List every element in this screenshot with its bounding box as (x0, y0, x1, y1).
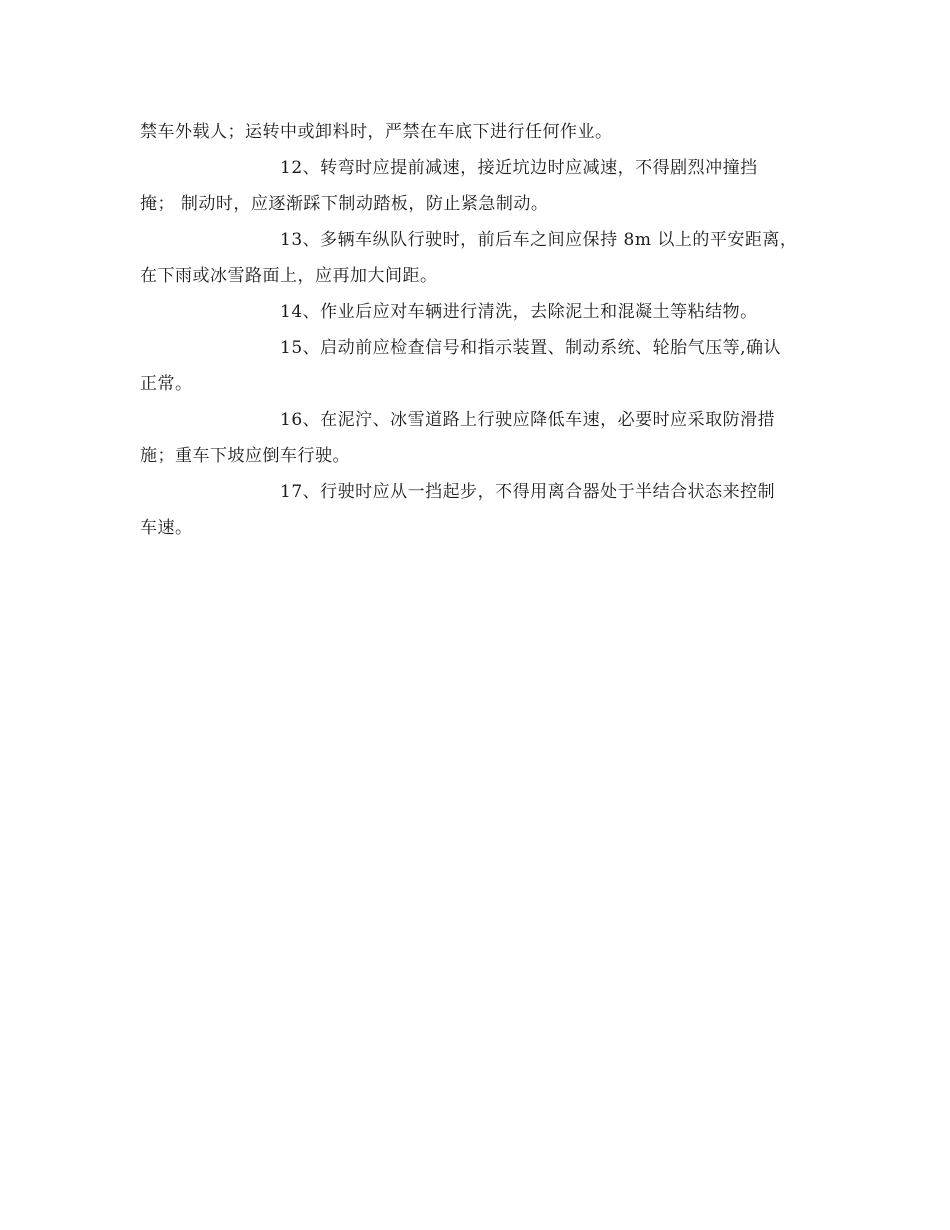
item-15-line-1: 15、启动前应检查信号和指示装置、制动系统、轮胎气压等,确认 (280, 338, 782, 358)
item-13-line-1: 13、多辆车纵队行驶时，前后车之间应保持 8m 以上的平安距离， (280, 230, 798, 250)
item-17-line-2: 车速。 (140, 518, 193, 538)
item-14-line-1: 14、作业后应对车辆进行清洗，去除泥土和混凝土等粘结物。 (280, 302, 758, 322)
item-15-line-2: 正常。 (140, 374, 193, 394)
item-17-line-1: 17、行驶时应从一挡起步，不得用离合器处于半结合状态来控制 (280, 482, 776, 502)
text-line: 禁车外载人；运转中或卸料时，严禁在车底下进行任何作业。 (140, 122, 613, 142)
document-body (140, 118, 820, 550)
item-12-line-2: 掩； 制动时，应逐渐踩下制动踏板，防止紧急制动。 (140, 194, 549, 214)
item-16-line-1: 16、在泥泞、冰雪道路上行驶应降低车速，必要时应采取防滑措 (280, 410, 776, 430)
item-16-line-2: 施；重车下坡应倒车行驶。 (140, 446, 350, 466)
item-13-line-2: 在下雨或冰雪路面上，应再加大间距。 (140, 266, 438, 286)
item-12-line-1: 12、转弯时应提前减速，接近坑边时应减速，不得剧烈冲撞挡 (280, 158, 758, 178)
